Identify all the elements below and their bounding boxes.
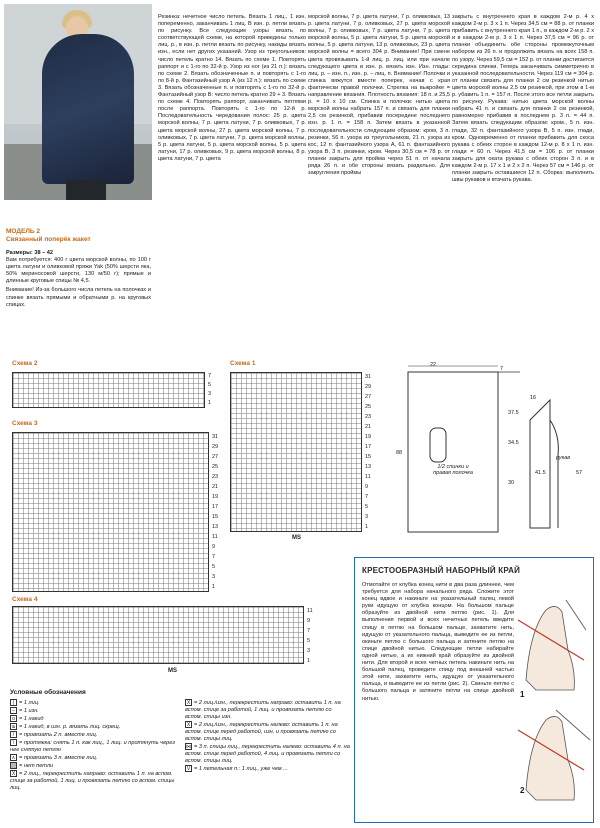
materials-text: Вам потребуется: 400 г цвета морской волны, по 100 г цвета латуни и оливковой пряжи Yak (50% шерсти яка, 50% мериносовой шерсти, 130 м/50 г); прямые и длинные круговые спицы № 4,5. <box>6 257 151 285</box>
legend-item-cross-right: X = 2 лиц., перекрестить направо: оставить 1 п. на вспом. спице за работой, 1 лиц. и провязать петлю со вспом. спицы лиц. <box>10 770 175 791</box>
legend-item-edge: V = 1 петельная п.: 1 лиц., уже чем ... <box>186 765 288 772</box>
column-2-text: Резинка: нечетное число петель. Вязать 1 лиц., 1 изн. попеременно, заканчивать 1 лиц. В изн. р. петли вязать по рисунку. Все следующие узоры вязать по соответствующей схеме, на которой приведены только лиц. р., в изн. р. петли вязать по рисунку, накиды вязать изн., если нет других указаний. Узор из треугольников: число петель кратно 14. Вязать по схеме 1. Повторять раппорт и с 1-го по 32-й р. Узор из ног (из 21 п.): вязать по схеме 2. Вязать обозначенные п. и повторять с 1-го по 8-й р. Фантазийный узор А (из 12 п.): вязать по схеме 3. Вязать обозначенные п. и повторять с 1-го по 32-й р. Фантазийный узор В: число петель кратно 29 + 3. Вязать по схеме 4. Повторять раппорт, заканчивать петлями после раппорта. Повторять с 1-го по 12-й р. Последовательность чередования полос: 25 р. цвета морской волны, 7 р. цвета латуни, 7 р. оливковых, 7 р. цвета морской волны, 27 р. цвета морской волны, 7 р. оливковых, 7 р. цвета латуни, 7 р. цвета морской волны, 5 р. цвета латуни, 5 р. цвета морской волны, 5 р. цвета латуни, 17 р. оливковых, 9 р. цвета морской волны, 8 р. цвета латуни, 7 р. цвета <box>158 14 306 162</box>
sleeve-dim-1: 16 <box>530 395 537 401</box>
hand-figure-1 <box>518 600 586 690</box>
pattern-width-top: 22 <box>430 362 437 368</box>
model-photo <box>4 4 152 200</box>
pattern-dim-2: 34.5 <box>508 440 519 446</box>
sleeve-dim-3: 57 <box>576 470 583 476</box>
cast-on-text: Отмотайте от клубка конец нити в два раза длиннее, чем требуется для набора начального ряда. Сложите этот конец вдвое и накиньте на указательный палец левой руки идущую от клубка концом. На большом пальце образуйте из двойной нити петлю (рис. 1). Для выполнения первой и всех нечетных петель введите спицу в петлю на большом пальце, захватите нить, идущую от указательного пальца, выведите ее из петли, окиньте петлю с большого пальца и затяните петлю на спице двойной нитью. Следующие петли набирайте одной нитью, а их нижний край образуйте из двойной нити. Для второй и всех четных петель накиньте нить на большой палец, проведите спицу под внешней частью этой нити, захватите нить, идущую от указательного пальца, и выведите ее из петли (рис. 2). Скиньте петлю с большого пальца и затяните петли на спице двойной нитью. <box>362 582 514 702</box>
legend-item-cross-left-purl: X = 2 лиц./изн., перекрестить налево: оставить 1 п. на вспом. спице перед работой, изн. и провязать петлю со вспом. спицы лиц. <box>185 721 338 742</box>
legend-title: Условные обозначения <box>10 689 86 696</box>
cast-on-title: КРЕСТООБРАЗНЫЙ НАБОРНЫЙ КРАЙ <box>362 566 521 575</box>
column-3-text: морской волны, 7 р. цвета латуни, 7 р. оливковых, 13 р. цвета латуни, 7 р. оливковых, 27 р. цвета морской волны, 7 р. оливковых, 7 р. цвета латуни, 7 р. цвета морской волны, 5 р. цвета латуни, 5 р. цвета морской волны, 5 р. цвета латуни, 13 р. оливковых, 23 р. цвета морской волны = всего 304 р. Внимание! При смене цвета провязывать 1-й лиц. р. лиц. или при начале следующего цвета в изн. р. вязать изн. Изн. глады: лиц. р. – изн. п., изн. р. – лиц. п. Внимание! Полочки и спинка вяжутся вместе поперек, начав с края фактически правой полочки. Стрелка на выкройке = направление вязания. Плотность вязания: 18 п. и 25,5 р. = 10 х 10 см. Спинка и полочки: нитью цвета морской волны набрать 157 п. и связать для планки 2,5 см резинкой, прибавив посередине последнего изн. р. 1 п. = 158 п. Затем вязать в указанной последовательности следующим образом: кром, 3 п. резинки, 56 п. узора из треугольников, 21 п. узора из кос, 12 п. фантазийного узора А, 61 п. фантазийного узора В, 3 п. резинки, кром. Через 30,5 см = 78 р. от планки закрыть для пройма через 51 п. от начала ряда 26 п. и обе стороны вязать раздельно. Для закругления проймы <box>308 14 450 177</box>
scheme-2-grid <box>12 372 205 408</box>
legend-item-yo: o = 1 накид <box>10 715 180 723</box>
scheme-4-rows: 11 9 7 5 3 1 <box>307 608 313 664</box>
legend-item-no-stitch: = нет петли <box>10 762 180 770</box>
scheme-3-grid <box>12 432 209 592</box>
legend-item-ssk: \ = протяжка: снять 1 п. как лиц., 1 лиц. и протянуть через нее снятую петлю <box>10 739 175 753</box>
attention-text: Внимание! Из-за большого числа петель на полочках и спинке вязать прямыми и обратными р. на круговых спицах. <box>6 287 151 308</box>
scheme-1-ms: MS <box>292 535 301 541</box>
legend-left <box>10 699 180 792</box>
legend-item-cross-right-purl: X = 2 лиц./изн., перекрестить направо: оставить 1 п. на вспом. спице за работой, 1 лиц. и провязать петлю со вспом. спицы изн. <box>185 699 341 720</box>
scheme-4-ms: MS <box>168 668 177 674</box>
scheme-2-title: Схема 2 <box>12 360 38 367</box>
scheme-4-grid <box>12 606 304 664</box>
back-panel-outline <box>408 372 498 532</box>
armhole-outline <box>430 428 446 462</box>
sizes-text: Размеры: 38 – 42 <box>6 250 54 256</box>
legend-right <box>185 699 350 773</box>
column-1 <box>6 250 151 309</box>
legend-item-k2tog: / = провязать 2 п. вместе лиц. <box>10 731 180 739</box>
legend-item-knit: | = 1 лиц. <box>10 699 180 707</box>
scheme-4-title: Схема 4 <box>12 596 38 603</box>
hand-illustrations <box>516 590 592 810</box>
hand-figure-2 <box>518 710 590 800</box>
pattern-dim-1: 30 <box>508 480 515 486</box>
model-title: Связанный поперёк жакет <box>6 236 91 243</box>
scheme-3-rows: 31 29 27 25 23 21 19 17 15 13 11 9 7 5 3 1 <box>212 434 219 590</box>
column-2 <box>158 14 306 330</box>
model-number: МОДЕЛЬ 2 <box>6 228 41 235</box>
scheme-1-title: Схема 1 <box>230 360 256 367</box>
legend-item-k3tog: ∧ = провязать 3 п. вместе лиц. <box>11 754 98 761</box>
scheme-1-grid <box>230 372 362 532</box>
column-3 <box>308 14 450 346</box>
pattern-dim-3: 37.5 <box>508 410 519 416</box>
pattern-label: 1/2 спинки и правая полочка <box>433 464 473 476</box>
column-4-text: закрыть с внутреннего края в каждом 2-м р. 4 х каждом 2-м р. 3 х 1 п. Через 34,5 см = 88 р. от планки прибавить с внутреннего края 1 п., в каждом 2-м р. 2 х и в каждом 2-м р. 3 х 1 п. Через 37,5 см = 96 р. от планки объединить обе стороны промежуточным набором из 26 п. и продолжить вязать на всех 158 п. по узору. Через 59,5 см = 152 р. от планки достигается середина спинки. Теперь заканчивать симметрично в указанной последовательности. Через 119 см = 304 р. от планки связать для планки 2 см резинкой нитью цвета морской волны 2,5 см резинкой, при этом в 1-м р. убавить 1 п. = 157 п. После этого все петли закрыть по рисунку. Рукава: нитью цвета морской волны набрать 41 п. и связать для планки 2 см резинкой, равномерно прибавив в последнем р. 3 п. = 44 п. Затем вязать следующим образом: кром., 5 п. изн. глади, 32 п. фантазийного узора В, 5 п. изн. глади, кром. Одновременно от планки прибавить для скоса рукава с обеих сторон в каждом 12-м р. 8 х 1 п. изн. глади = 60 п. Через 41,5 см = 106 р. от планки закрыть для оката рукава с обеих сторон 3 п. и в каждом 2-м р. 17 х 1 и 2 х 2 п. Через 57 см = 146 р. от планки закрыть оставшиеся 12 п. Сборка: выполнить швы рукавов и втачать рукава. <box>452 14 594 184</box>
legend-item-yo-twisted: ᴓ = 1 накид, в изн. р. вязать лиц. скрещ. <box>11 723 121 730</box>
figure-1-label: 1 <box>520 690 525 699</box>
figure-2-label: 2 <box>520 786 525 795</box>
column-4 <box>452 14 594 332</box>
legend-item-cable-8: ⋈ = 3 п. спицы лиц., перекрестить налево: оставить 4 п. на вспом. спице перед работой, 4 лиц. и провязать петли со вспом. спицы лиц. <box>185 743 350 764</box>
pattern-width-side: 7 <box>500 366 504 372</box>
scheme-3-title: Схема 3 <box>12 420 38 427</box>
pattern-height-left: 88 <box>396 450 403 456</box>
sleeve-outline <box>530 400 550 528</box>
legend-item-purl: – = 1 изн. <box>10 707 180 715</box>
scheme-1-rows: 31 29 27 25 23 21 19 17 15 13 11 9 7 5 3 1 <box>365 374 372 530</box>
scheme-2-rows: 7 5 3 1 <box>208 373 212 406</box>
sleeve-dim-2: 41.5 <box>535 470 546 476</box>
sleeve-label: рукав <box>556 455 571 461</box>
